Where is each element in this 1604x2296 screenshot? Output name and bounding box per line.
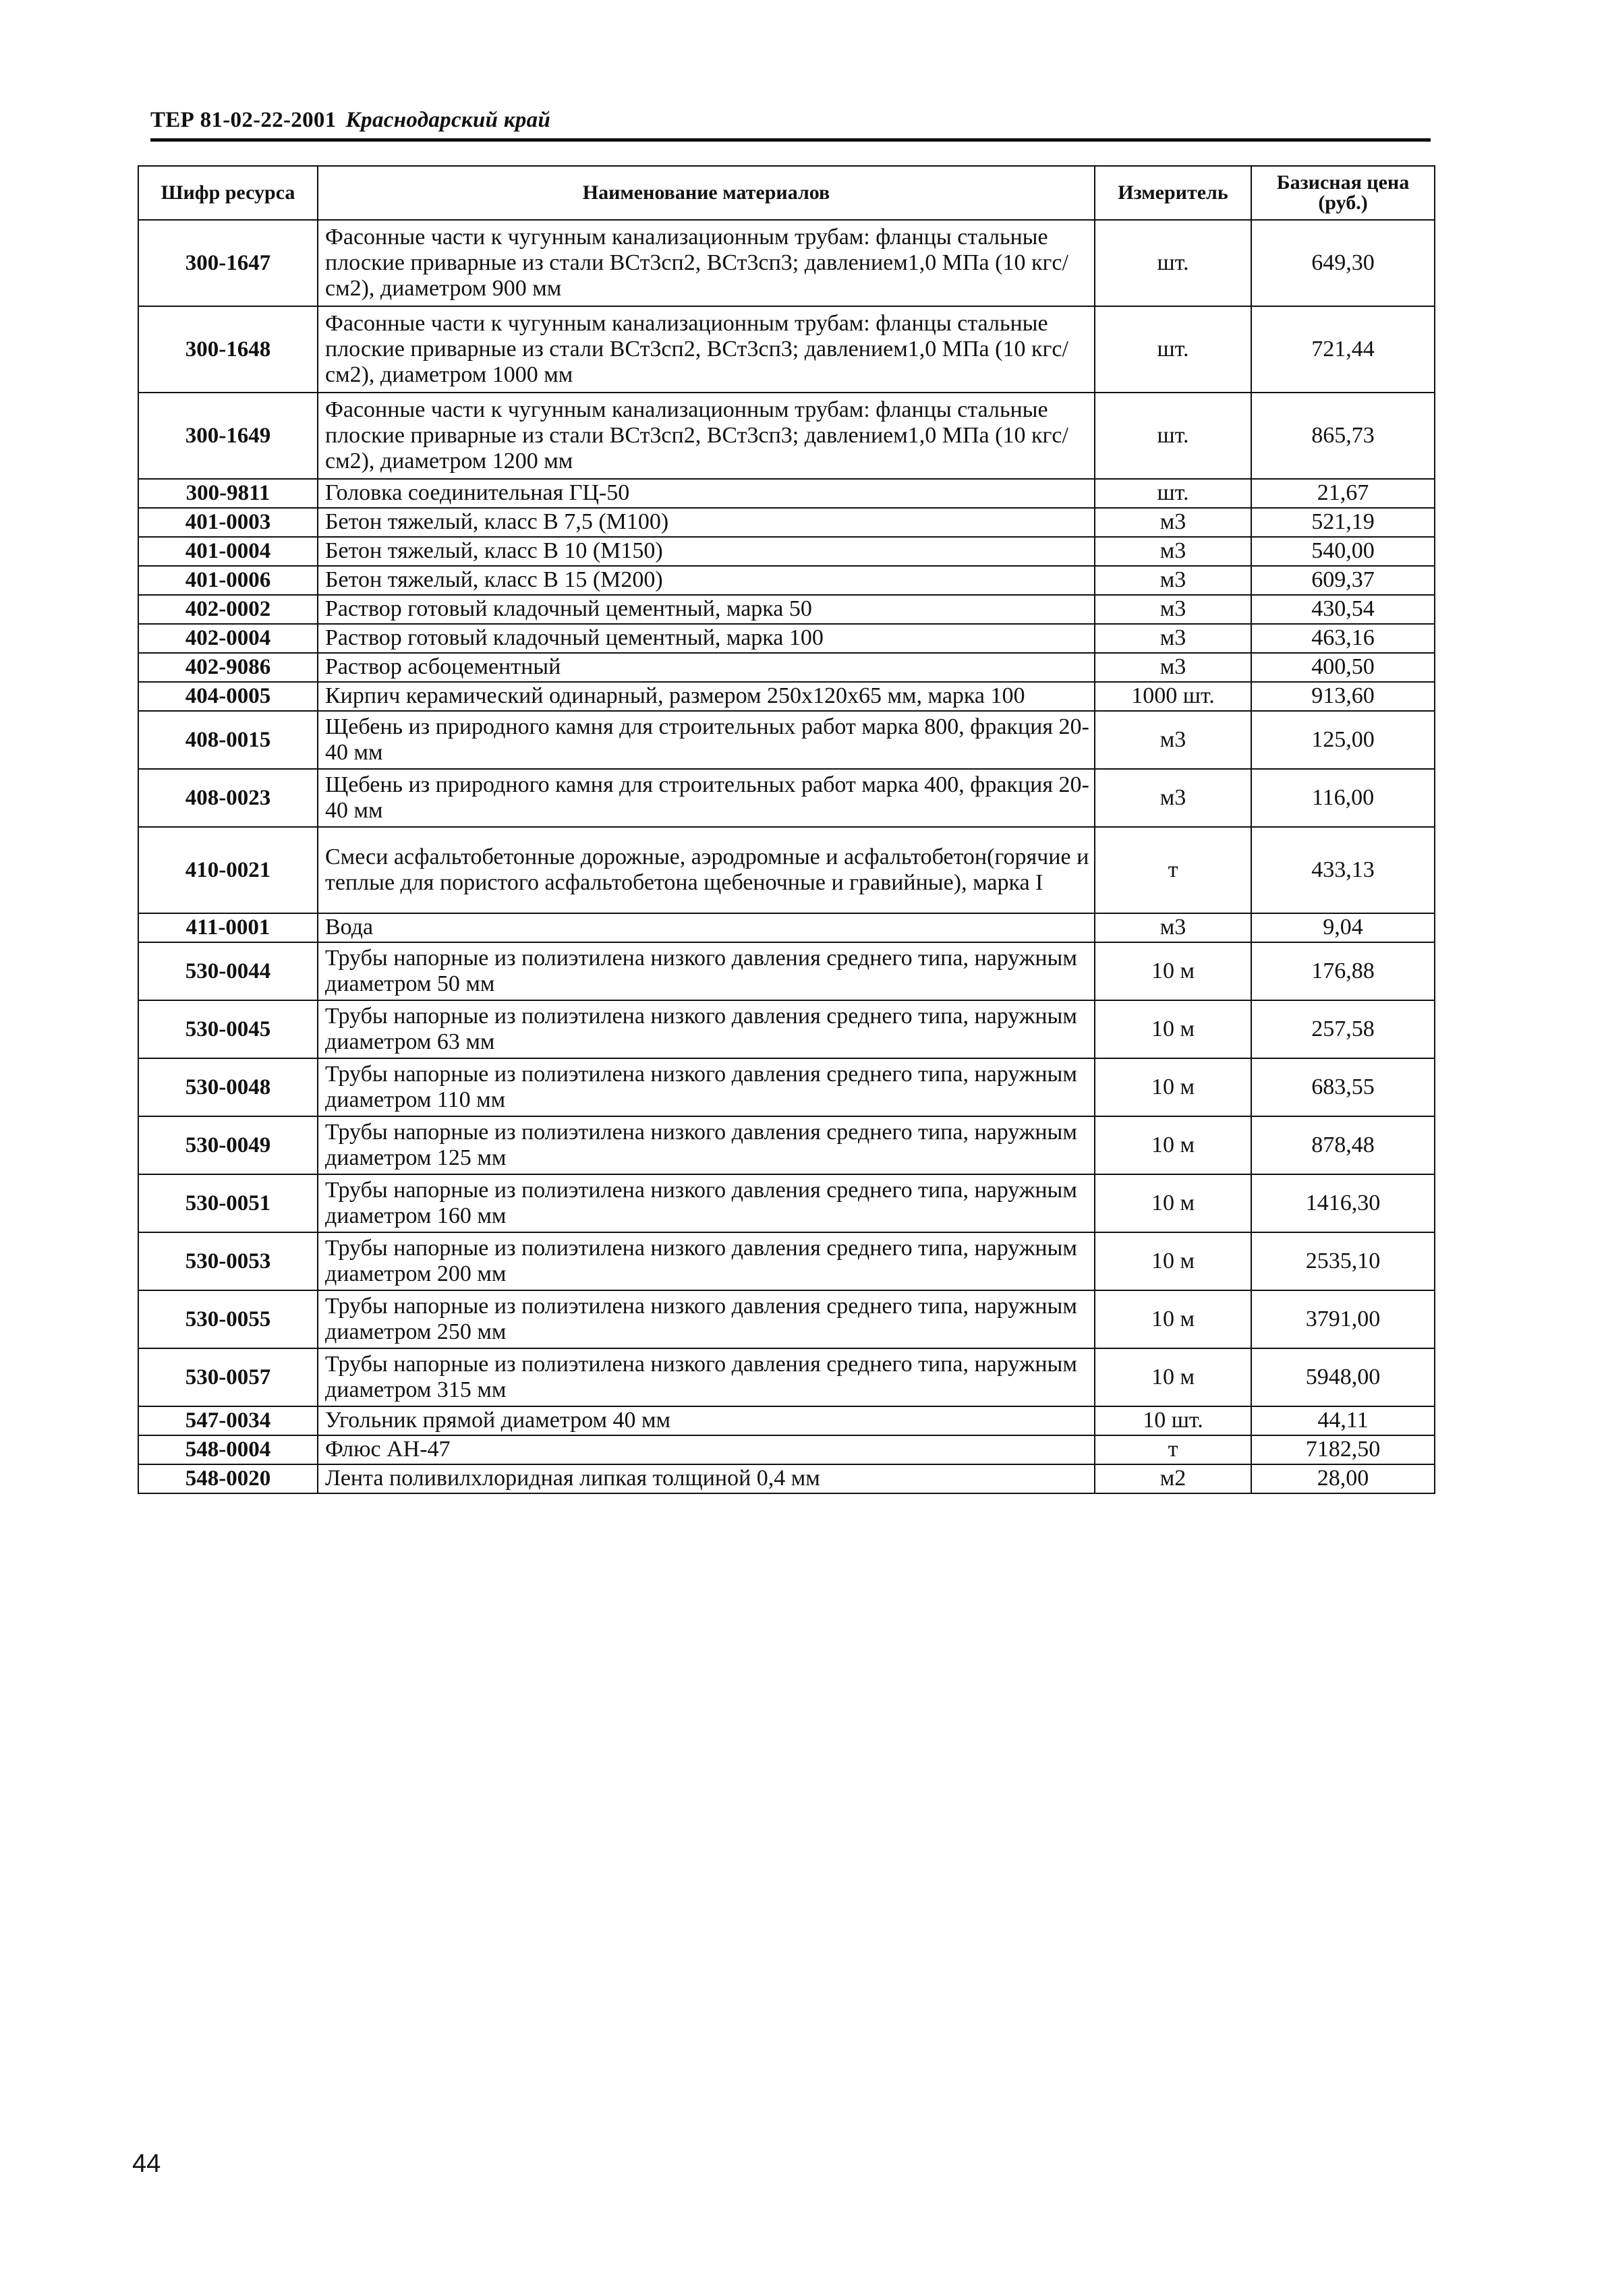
price-cell: 521,19 bbox=[1251, 508, 1435, 537]
material-name-cell: Смеси асфальтобетонные дорожные, аэродромные и асфальтобетон(горячие и теплые для пористого асфальтобетона щебеночные и гравийные), марка I bbox=[318, 827, 1095, 913]
page-header bbox=[150, 108, 1432, 133]
table-body bbox=[138, 220, 1435, 1493]
table-row bbox=[138, 1116, 1435, 1174]
price-cell: 176,88 bbox=[1251, 942, 1435, 1000]
price-cell: 649,30 bbox=[1251, 220, 1435, 306]
resource-code-cell: 411-0001 bbox=[138, 913, 318, 942]
price-cell: 400,50 bbox=[1251, 653, 1435, 682]
price-cell: 2535,10 bbox=[1251, 1232, 1435, 1290]
material-name-cell: Раствор готовый кладочный цементный, марка 100 bbox=[318, 624, 1095, 653]
table-row bbox=[138, 595, 1435, 624]
page-number: 44 bbox=[132, 2150, 161, 2178]
price-cell: 463,16 bbox=[1251, 624, 1435, 653]
unit-cell: 10 м bbox=[1095, 1116, 1251, 1174]
unit-cell: м3 bbox=[1095, 711, 1251, 769]
price-cell: 257,58 bbox=[1251, 1000, 1435, 1058]
table-row bbox=[138, 913, 1435, 942]
resource-code-cell: 404-0005 bbox=[138, 682, 318, 711]
table-row bbox=[138, 1290, 1435, 1348]
table-row bbox=[138, 537, 1435, 566]
table-row bbox=[138, 711, 1435, 769]
resource-code-cell: 300-1648 bbox=[138, 306, 318, 393]
price-cell: 5948,00 bbox=[1251, 1348, 1435, 1406]
resource-code-cell: 548-0020 bbox=[138, 1464, 318, 1493]
unit-cell: шт. bbox=[1095, 479, 1251, 508]
material-name-cell: Бетон тяжелый, класс В 7,5 (М100) bbox=[318, 508, 1095, 537]
header-rule bbox=[150, 138, 1431, 142]
material-name-cell: Трубы напорные из полиэтилена низкого давления среднего типа, наружным диаметром 125 мм bbox=[318, 1116, 1095, 1174]
price-cell: 9,04 bbox=[1251, 913, 1435, 942]
column-header-name: Наименование материалов bbox=[318, 166, 1095, 220]
table-row bbox=[138, 624, 1435, 653]
price-cell: 609,37 bbox=[1251, 566, 1435, 595]
column-header-price: Базисная цена (руб.) bbox=[1251, 166, 1435, 220]
resource-code-cell: 401-0003 bbox=[138, 508, 318, 537]
table-row bbox=[138, 393, 1435, 479]
material-name-cell: Головка соединительная ГЦ-50 bbox=[318, 479, 1095, 508]
resource-code-cell: 530-0051 bbox=[138, 1174, 318, 1232]
region-name: Краснодарский край bbox=[345, 108, 551, 132]
price-cell: 913,60 bbox=[1251, 682, 1435, 711]
resource-code-cell: 401-0006 bbox=[138, 566, 318, 595]
table-row bbox=[138, 1464, 1435, 1493]
materials-table bbox=[138, 165, 1435, 1494]
material-name-cell: Трубы напорные из полиэтилена низкого давления среднего типа, наружным диаметром 200 мм bbox=[318, 1232, 1095, 1290]
unit-cell: м3 bbox=[1095, 624, 1251, 653]
material-name-cell: Раствор готовый кладочный цементный, марка 50 bbox=[318, 595, 1095, 624]
price-cell: 21,67 bbox=[1251, 479, 1435, 508]
resource-code-cell: 530-0053 bbox=[138, 1232, 318, 1290]
price-cell: 433,13 bbox=[1251, 827, 1435, 913]
resource-code-cell: 410-0021 bbox=[138, 827, 318, 913]
unit-cell: 10 м bbox=[1095, 1232, 1251, 1290]
table-row bbox=[138, 1058, 1435, 1116]
resource-code-cell: 548-0004 bbox=[138, 1435, 318, 1464]
unit-cell: шт. bbox=[1095, 220, 1251, 306]
resource-code-cell: 300-1647 bbox=[138, 220, 318, 306]
table-row bbox=[138, 1348, 1435, 1406]
material-name-cell: Раствор асбоцементный bbox=[318, 653, 1095, 682]
table-row bbox=[138, 1000, 1435, 1058]
unit-cell: 10 м bbox=[1095, 1348, 1251, 1406]
table-row bbox=[138, 942, 1435, 1000]
table-row bbox=[138, 769, 1435, 827]
unit-cell: 10 шт. bbox=[1095, 1406, 1251, 1435]
table-row bbox=[138, 653, 1435, 682]
resource-code-cell: 547-0034 bbox=[138, 1406, 318, 1435]
table-row bbox=[138, 306, 1435, 393]
price-cell: 7182,50 bbox=[1251, 1435, 1435, 1464]
unit-cell: 10 м bbox=[1095, 942, 1251, 1000]
table-row bbox=[138, 1174, 1435, 1232]
material-name-cell: Фасонные части к чугунным канализационным трубам: фланцы стальные плоские приварные из стали ВСт3сп2, ВСт3сп3; давлением1,0 МПа (10 кгс/см2), диаметром 1000 мм bbox=[318, 306, 1095, 393]
unit-cell: м3 bbox=[1095, 913, 1251, 942]
unit-cell: 10 м bbox=[1095, 1000, 1251, 1058]
resource-code-cell: 408-0015 bbox=[138, 711, 318, 769]
unit-cell: 10 м bbox=[1095, 1174, 1251, 1232]
price-cell: 878,48 bbox=[1251, 1116, 1435, 1174]
material-name-cell: Щебень из природного камня для строительных работ марка 800, фракция 20-40 мм bbox=[318, 711, 1095, 769]
resource-code-cell: 530-0055 bbox=[138, 1290, 318, 1348]
material-name-cell: Фасонные части к чугунным канализационным трубам: фланцы стальные плоские приварные из стали ВСт3сп2, ВСт3сп3; давлением1,0 МПа (10 кгс/см2), диаметром 900 мм bbox=[318, 220, 1095, 306]
material-name-cell: Угольник прямой диаметром 40 мм bbox=[318, 1406, 1095, 1435]
unit-cell: м3 bbox=[1095, 566, 1251, 595]
material-name-cell: Трубы напорные из полиэтилена низкого давления среднего типа, наружным диаметром 315 мм bbox=[318, 1348, 1095, 1406]
table-row bbox=[138, 1406, 1435, 1435]
unit-cell: м3 bbox=[1095, 508, 1251, 537]
price-cell: 721,44 bbox=[1251, 306, 1435, 393]
material-name-cell: Щебень из природного камня для строительных работ марка 400, фракция 20-40 мм bbox=[318, 769, 1095, 827]
price-cell: 540,00 bbox=[1251, 537, 1435, 566]
unit-cell: м3 bbox=[1095, 595, 1251, 624]
table-row bbox=[138, 1232, 1435, 1290]
price-cell: 44,11 bbox=[1251, 1406, 1435, 1435]
column-header-code: Шифр ресурса bbox=[138, 166, 318, 220]
resource-code-cell: 530-0045 bbox=[138, 1000, 318, 1058]
resource-code-cell: 530-0049 bbox=[138, 1116, 318, 1174]
unit-cell: 10 м bbox=[1095, 1058, 1251, 1116]
table-header-row bbox=[138, 166, 1435, 220]
table-row bbox=[138, 566, 1435, 595]
unit-cell: т bbox=[1095, 1435, 1251, 1464]
material-name-cell: Вода bbox=[318, 913, 1095, 942]
materials-table-container bbox=[138, 165, 1434, 1494]
price-cell: 28,00 bbox=[1251, 1464, 1435, 1493]
unit-cell: шт. bbox=[1095, 306, 1251, 393]
resource-code-cell: 300-1649 bbox=[138, 393, 318, 479]
resource-code-cell: 402-0002 bbox=[138, 595, 318, 624]
price-cell: 865,73 bbox=[1251, 393, 1435, 479]
resource-code-cell: 530-0044 bbox=[138, 942, 318, 1000]
table-row bbox=[138, 508, 1435, 537]
resource-code-cell: 402-9086 bbox=[138, 653, 318, 682]
unit-cell: т bbox=[1095, 827, 1251, 913]
resource-code-cell: 300-9811 bbox=[138, 479, 318, 508]
resource-code-cell: 530-0048 bbox=[138, 1058, 318, 1116]
unit-cell: 1000 шт. bbox=[1095, 682, 1251, 711]
resource-code-cell: 408-0023 bbox=[138, 769, 318, 827]
price-cell: 430,54 bbox=[1251, 595, 1435, 624]
unit-cell: м2 bbox=[1095, 1464, 1251, 1493]
price-cell: 3791,00 bbox=[1251, 1290, 1435, 1348]
price-cell: 683,55 bbox=[1251, 1058, 1435, 1116]
table-row bbox=[138, 682, 1435, 711]
resource-code-cell: 402-0004 bbox=[138, 624, 318, 653]
material-name-cell: Фасонные части к чугунным канализационным трубам: фланцы стальные плоские приварные из стали ВСт3сп2, ВСт3сп3; давлением1,0 МПа (10 кгс/см2), диаметром 1200 мм bbox=[318, 393, 1095, 479]
material-name-cell: Лента поливилхлоридная липкая толщиной 0,4 мм bbox=[318, 1464, 1095, 1493]
table-row bbox=[138, 220, 1435, 306]
material-name-cell: Трубы напорные из полиэтилена низкого давления среднего типа, наружным диаметром 110 мм bbox=[318, 1058, 1095, 1116]
material-name-cell: Трубы напорные из полиэтилена низкого давления среднего типа, наружным диаметром 250 мм bbox=[318, 1290, 1095, 1348]
unit-cell: м3 bbox=[1095, 653, 1251, 682]
material-name-cell: Бетон тяжелый, класс В 15 (М200) bbox=[318, 566, 1095, 595]
column-header-unit: Измеритель bbox=[1095, 166, 1251, 220]
unit-cell: м3 bbox=[1095, 769, 1251, 827]
price-cell: 125,00 bbox=[1251, 711, 1435, 769]
table-row bbox=[138, 1435, 1435, 1464]
material-name-cell: Трубы напорные из полиэтилена низкого давления среднего типа, наружным диаметром 50 мм bbox=[318, 942, 1095, 1000]
material-name-cell: Флюс АН-47 bbox=[318, 1435, 1095, 1464]
resource-code-cell: 401-0004 bbox=[138, 537, 318, 566]
doc-code: ТЕР 81-02-22-2001 bbox=[150, 108, 337, 132]
material-name-cell: Трубы напорные из полиэтилена низкого давления среднего типа, наружным диаметром 63 мм bbox=[318, 1000, 1095, 1058]
unit-cell: 10 м bbox=[1095, 1290, 1251, 1348]
table-row bbox=[138, 827, 1435, 913]
material-name-cell: Кирпич керамический одинарный, размером 250х120х65 мм, марка 100 bbox=[318, 682, 1095, 711]
price-cell: 1416,30 bbox=[1251, 1174, 1435, 1232]
unit-cell: шт. bbox=[1095, 393, 1251, 479]
unit-cell: м3 bbox=[1095, 537, 1251, 566]
price-cell: 116,00 bbox=[1251, 769, 1435, 827]
material-name-cell: Трубы напорные из полиэтилена низкого давления среднего типа, наружным диаметром 160 мм bbox=[318, 1174, 1095, 1232]
resource-code-cell: 530-0057 bbox=[138, 1348, 318, 1406]
table-row bbox=[138, 479, 1435, 508]
material-name-cell: Бетон тяжелый, класс В 10 (М150) bbox=[318, 537, 1095, 566]
